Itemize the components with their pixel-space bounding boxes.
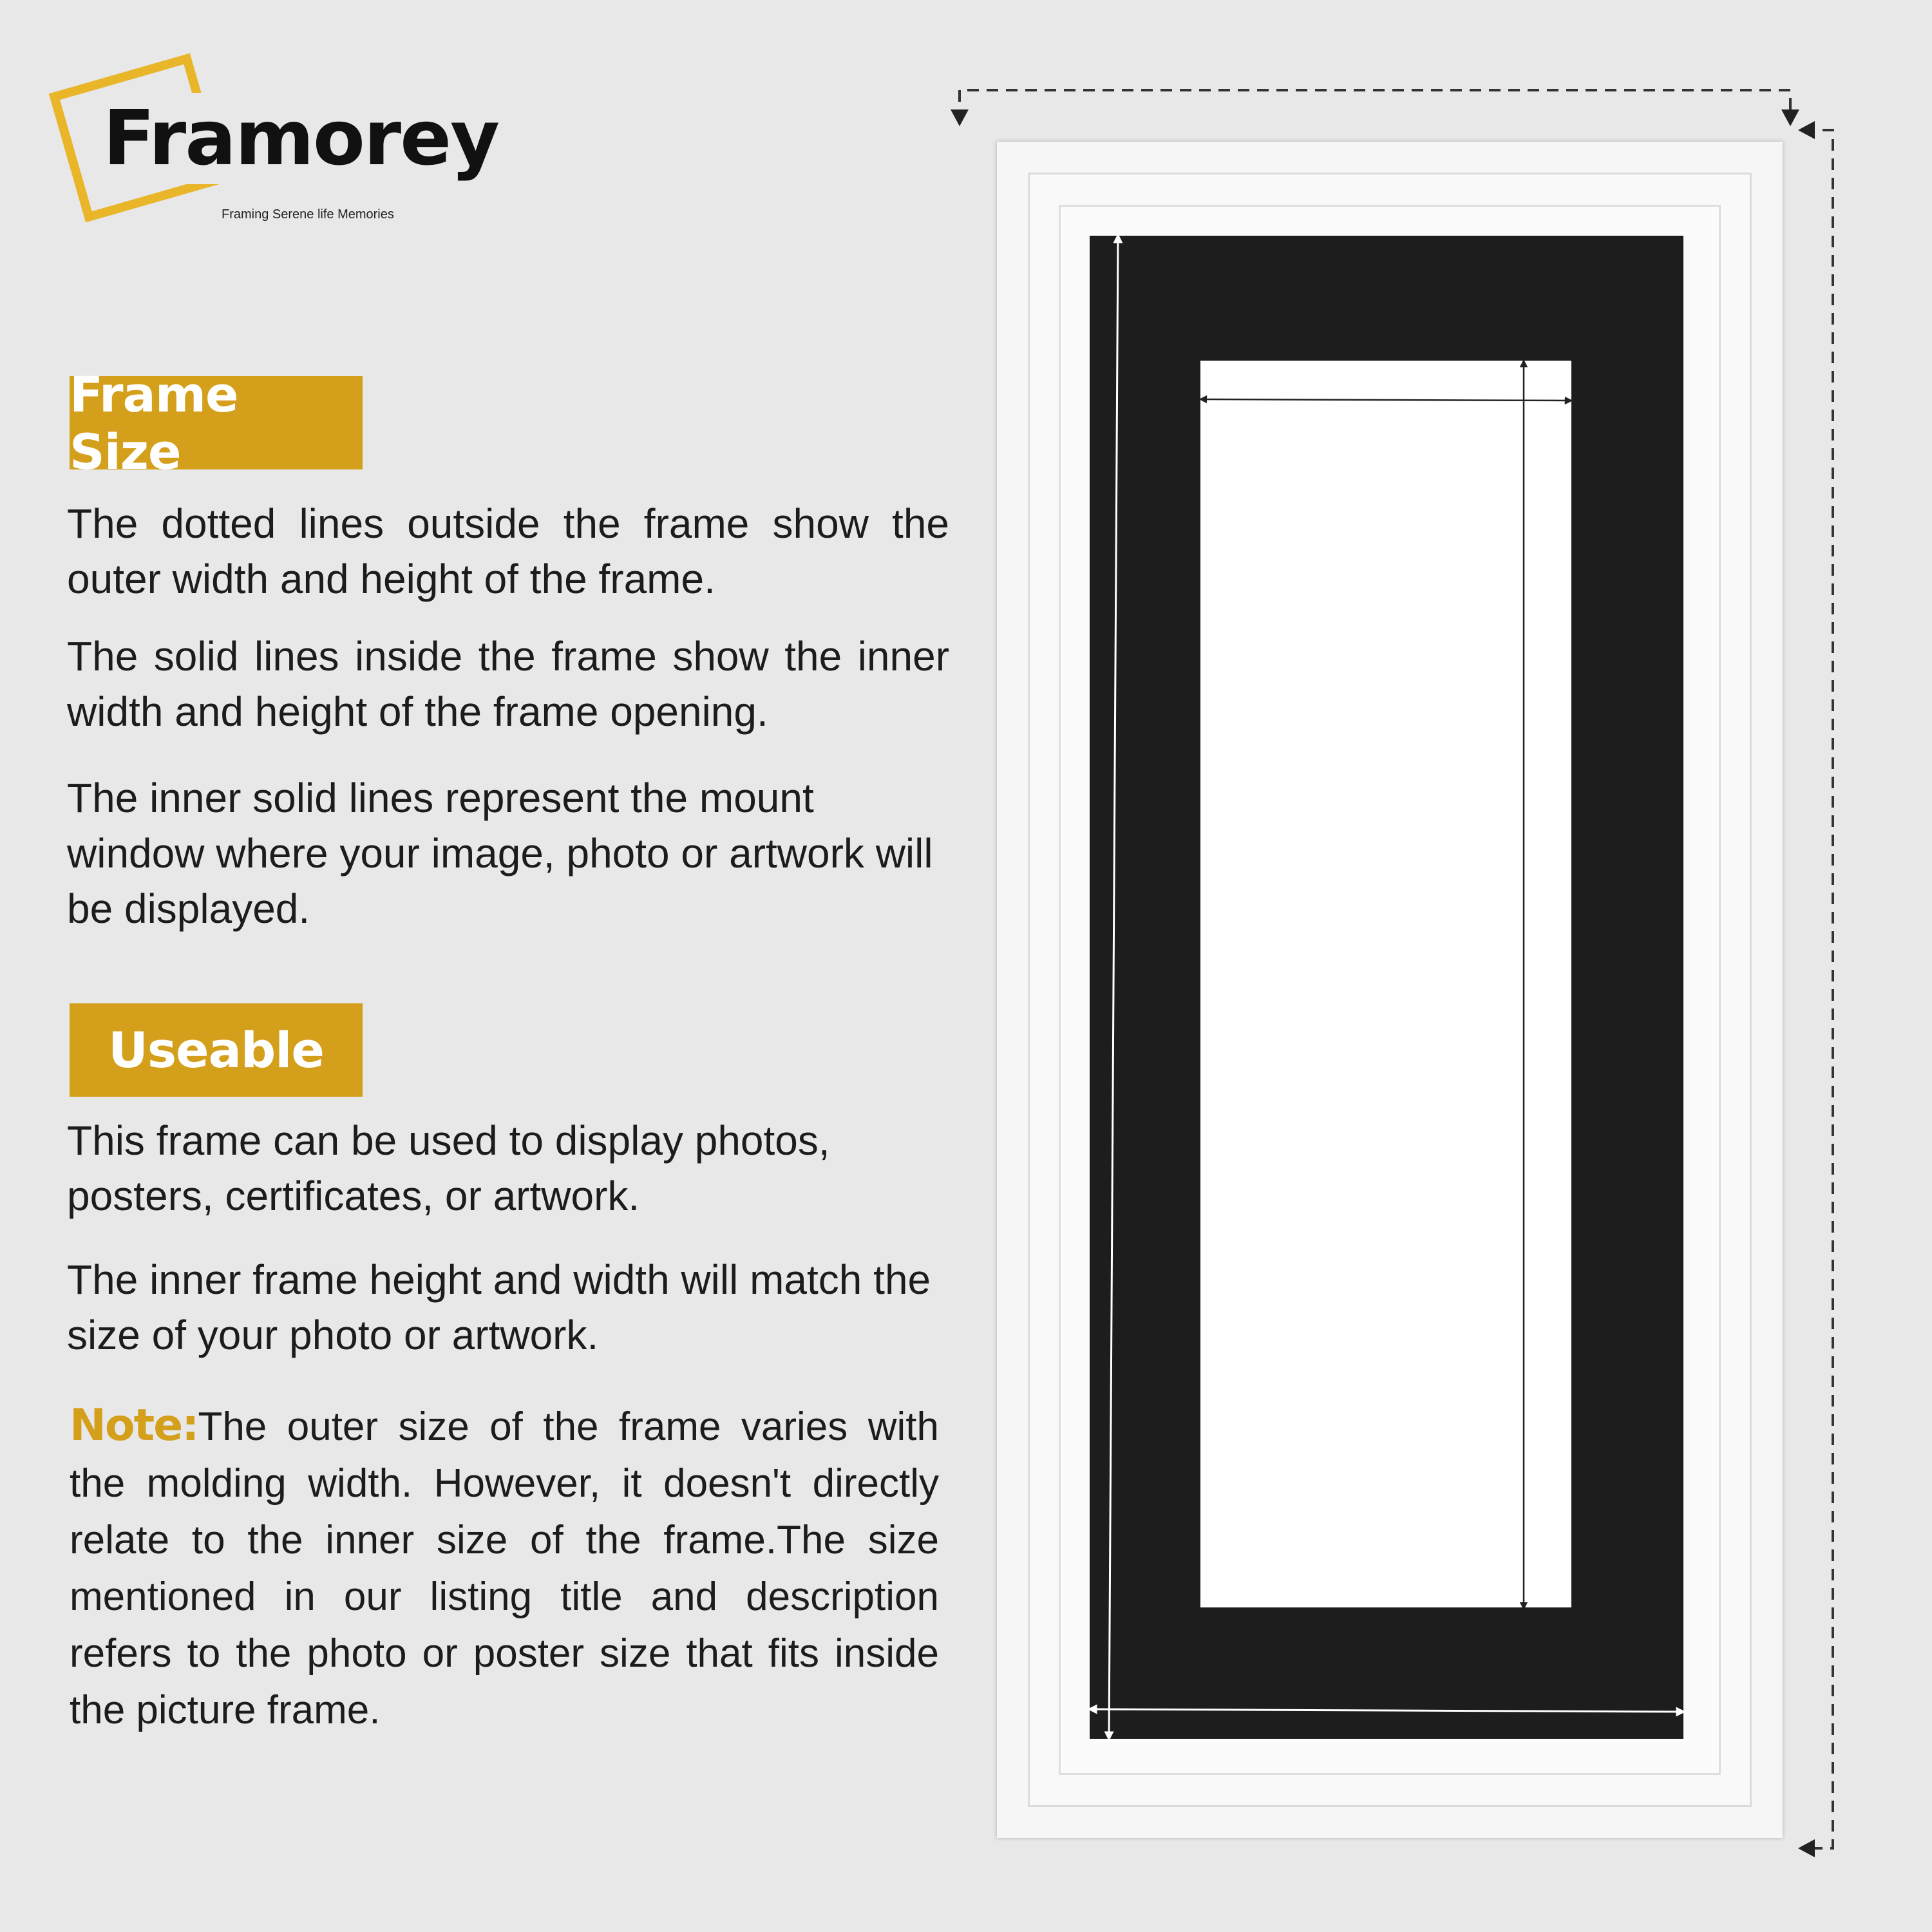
inner-width-arrow-icon bbox=[1092, 1709, 1681, 1712]
note-text: The outer size of the frame varies with the molding width. However, it doesn't directly relate to the inner size of the frame.The size mentioned in our listing title and description refers to the photo or poster size that fits inside the picture frame. bbox=[70, 1405, 939, 1732]
useable-paragraph-1: This frame can be used to display photos, posters, certificates, or artwork. bbox=[67, 1117, 830, 1219]
brand-tagline: Framing Serene life Memories bbox=[218, 207, 398, 222]
useable-heading: Useable bbox=[70, 1003, 363, 1097]
frame-size-paragraph-1: The dotted lines outside the frame show the outer width and height of the frame. bbox=[67, 500, 949, 602]
window-width-arrow-icon bbox=[1203, 399, 1569, 401]
frame-size-paragraph-3: The inner solid lines represent the mount window where your image, photo or artwork will be displayed. bbox=[67, 775, 933, 932]
frame-size-heading: Frame Size bbox=[70, 376, 363, 469]
inner-height-arrow-icon bbox=[1109, 238, 1118, 1736]
dotted-width-arrow-icon bbox=[951, 90, 1799, 126]
useable-paragraph-2: The inner frame height and width will match the size of your photo or artwork. bbox=[67, 1256, 931, 1358]
frame-size-paragraph-2: The solid lines inside the frame show the inner width and height of the frame opening. bbox=[67, 633, 949, 735]
dotted-height-arrow-icon bbox=[1798, 121, 1833, 1857]
note-label: Note: bbox=[70, 1400, 198, 1451]
brand-name: Framorey bbox=[98, 93, 504, 184]
